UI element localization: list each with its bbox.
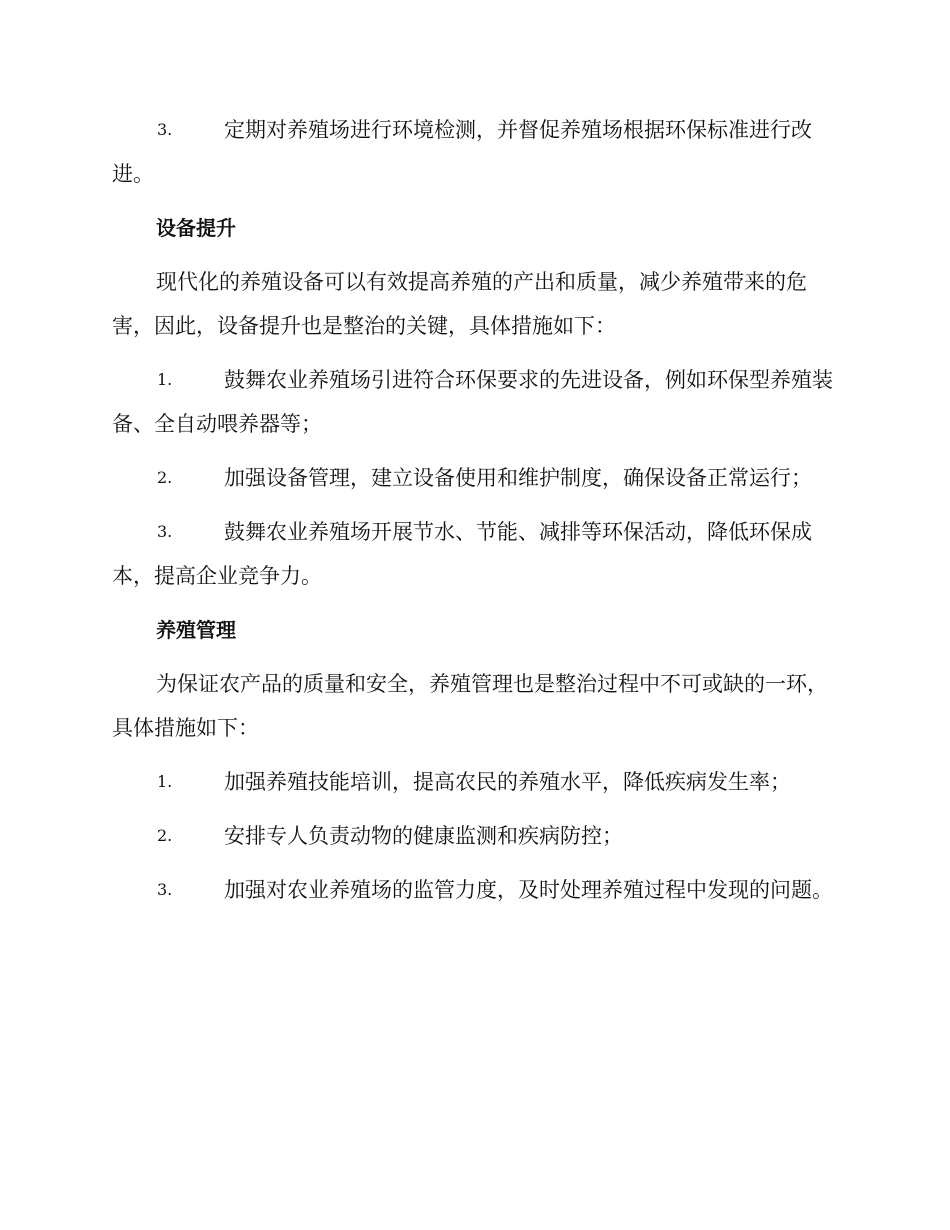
- list-number: 3.: [157, 120, 173, 139]
- list-number: 1.: [157, 370, 173, 389]
- list-number: 1.: [157, 772, 173, 791]
- list-text: 鼓舞农业养殖场引进符合环保要求的先进设备，例如环保型养殖装备、全自动喂养器等；: [112, 368, 833, 436]
- list-text: 定期对养殖场进行环境检测，并督促养殖场根据环保标准进行改进。: [112, 118, 812, 186]
- list-item: [112, 510, 836, 598]
- list-text: 鼓舞农业养殖场开展节水、节能、减排等环保活动，降低环保成本，提高企业竞争力。: [112, 520, 812, 588]
- list-item: [112, 108, 836, 196]
- list-item: [112, 868, 836, 912]
- section-paragraph-equipment: 现代化的养殖设备可以有效提高养殖的产出和质量，减少养殖带来的危害，因此，设备提升也是整治的关键，具体措施如下：: [112, 270, 807, 338]
- list-text: 安排专人负责动物的健康监测和疾病防控；: [224, 824, 623, 848]
- document-body: [112, 108, 836, 922]
- section-heading-equipment: 设备提升: [156, 216, 236, 240]
- list-text: 加强对农业养殖场的监管力度，及时处理养殖过程中发现的问题。: [224, 878, 833, 902]
- list-number: 3.: [157, 522, 173, 541]
- list-item: [112, 760, 836, 804]
- list-text: 加强设备管理，建立设备使用和维护制度，确保设备正常运行；: [224, 466, 812, 490]
- list-number: 2.: [157, 826, 173, 845]
- list-number: 3.: [157, 880, 173, 899]
- list-text: 加强养殖技能培训，提高农民的养殖水平，降低疾病发生率；: [224, 770, 791, 794]
- list-item: [112, 456, 836, 500]
- section-heading-management: 养殖管理: [156, 618, 236, 642]
- section-paragraph-management: 为保证农产品的质量和安全，养殖管理也是整治过程中不可或缺的一环，具体措施如下：: [112, 672, 828, 740]
- list-item: [112, 358, 836, 446]
- list-number: 2.: [157, 468, 173, 487]
- list-item: [112, 814, 836, 858]
